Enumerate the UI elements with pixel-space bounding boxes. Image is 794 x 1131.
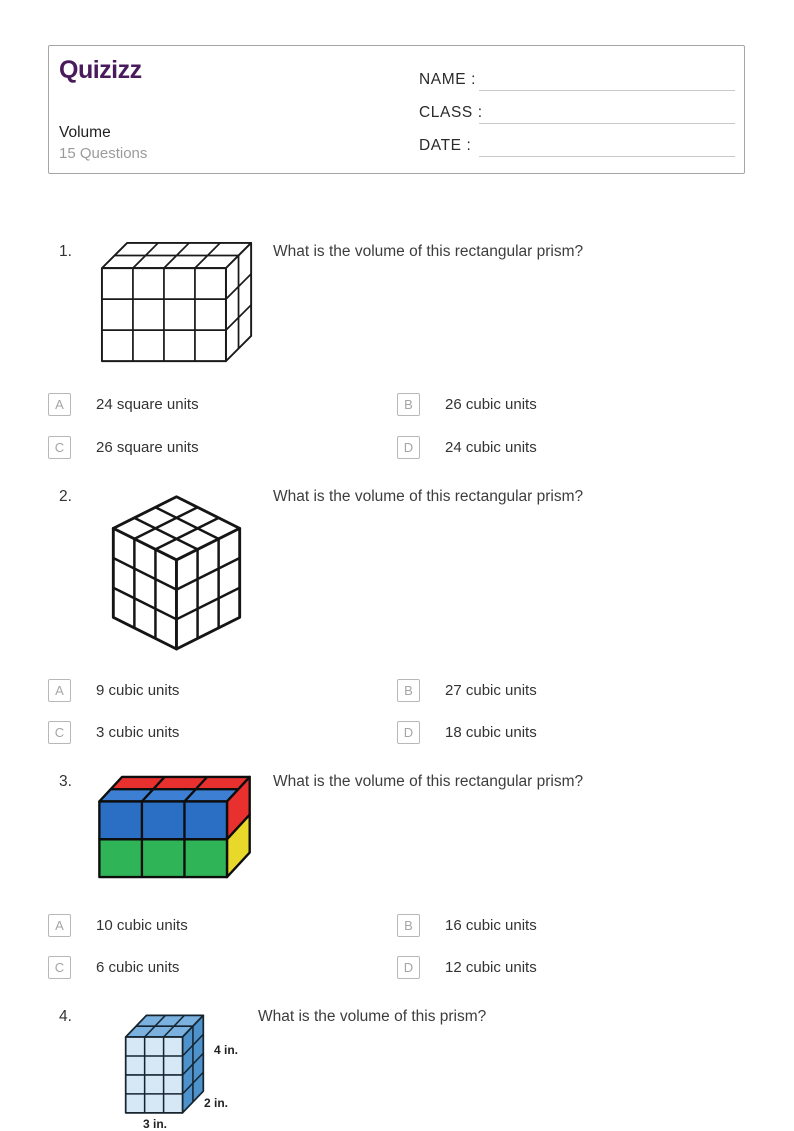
colored-prism-3x2x2-figure xyxy=(97,775,253,879)
question-1-text: What is the volume of this rectangular prism? xyxy=(273,243,584,260)
width-dimension-label: 3 in. xyxy=(143,1117,168,1131)
option-c-box[interactable]: C xyxy=(48,721,71,744)
question-1-option-a xyxy=(48,393,199,416)
option-a-label: 24 square units xyxy=(96,396,199,413)
option-c-label: 3 cubic units xyxy=(96,724,180,741)
question-1-option-b xyxy=(397,393,537,416)
quiz-question-count: 15 Questions xyxy=(59,145,148,162)
question-1-option-d xyxy=(397,436,537,459)
option-d-box[interactable]: D xyxy=(397,956,420,979)
cube-3x3x3-figure xyxy=(98,487,255,653)
question-2-figure xyxy=(98,487,255,653)
option-d-label: 18 cubic units xyxy=(445,724,537,741)
date-input-line[interactable] xyxy=(479,132,735,157)
class-label: CLASS : xyxy=(419,104,483,121)
question-3-option-b xyxy=(397,914,537,937)
rectangular-prism-4x3x2-figure xyxy=(100,241,255,365)
question-4-figure xyxy=(124,1014,205,1116)
option-b-label: 26 cubic units xyxy=(445,396,537,413)
question-3-option-c xyxy=(48,956,179,979)
option-c-label: 26 square units xyxy=(96,439,199,456)
option-b-box[interactable]: B xyxy=(397,914,420,937)
question-2-number: 2. xyxy=(59,488,72,505)
question-2-option-a xyxy=(48,679,179,702)
option-a-label: 10 cubic units xyxy=(96,917,188,934)
option-a-box[interactable]: A xyxy=(48,679,71,702)
option-d-label: 24 cubic units xyxy=(445,439,537,456)
class-field-row xyxy=(419,91,735,124)
question-1-number: 1. xyxy=(59,243,72,260)
question-3-number: 3. xyxy=(59,773,72,790)
question-2-option-b xyxy=(397,679,537,702)
option-c-box[interactable]: C xyxy=(48,436,71,459)
question-3-text: What is the volume of this rectangular prism? xyxy=(273,773,584,790)
name-field-row xyxy=(419,58,735,91)
blue-prism-3x4x2-figure xyxy=(124,1014,205,1116)
depth-dimension-label: 2 in. xyxy=(204,1096,229,1110)
question-1-figure xyxy=(100,241,255,365)
date-field-row xyxy=(419,124,735,157)
option-b-box[interactable]: B xyxy=(397,393,420,416)
name-label: NAME : xyxy=(419,71,476,88)
question-1-option-c xyxy=(48,436,199,459)
option-c-label: 6 cubic units xyxy=(96,959,180,976)
question-4-number: 4. xyxy=(59,1008,72,1025)
height-dimension-label: 4 in. xyxy=(214,1043,239,1057)
quiz-title: Volume xyxy=(59,124,111,141)
class-input-line[interactable] xyxy=(479,99,735,124)
quizizz-logo: Quizizz xyxy=(59,56,142,84)
option-d-label: 12 cubic units xyxy=(445,959,537,976)
date-label: DATE : xyxy=(419,137,472,154)
question-3-option-a xyxy=(48,914,188,937)
question-2-option-d xyxy=(397,721,537,744)
question-3-option-d xyxy=(397,956,537,979)
option-a-label: 9 cubic units xyxy=(96,682,180,699)
student-fields xyxy=(419,58,735,157)
option-a-box[interactable]: A xyxy=(48,914,71,937)
option-b-box[interactable]: B xyxy=(397,679,420,702)
worksheet-header xyxy=(48,45,745,174)
question-4-text: What is the volume of this prism? xyxy=(258,1008,487,1025)
option-a-box[interactable]: A xyxy=(48,393,71,416)
option-d-box[interactable]: D xyxy=(397,721,420,744)
question-2-text: What is the volume of this rectangular prism? xyxy=(273,488,584,505)
option-c-box[interactable]: C xyxy=(48,956,71,979)
question-3-figure xyxy=(97,775,253,879)
name-input-line[interactable] xyxy=(479,66,735,91)
option-b-label: 27 cubic units xyxy=(445,682,537,699)
option-d-box[interactable]: D xyxy=(397,436,420,459)
option-b-label: 16 cubic units xyxy=(445,917,537,934)
question-2-option-c xyxy=(48,721,179,744)
